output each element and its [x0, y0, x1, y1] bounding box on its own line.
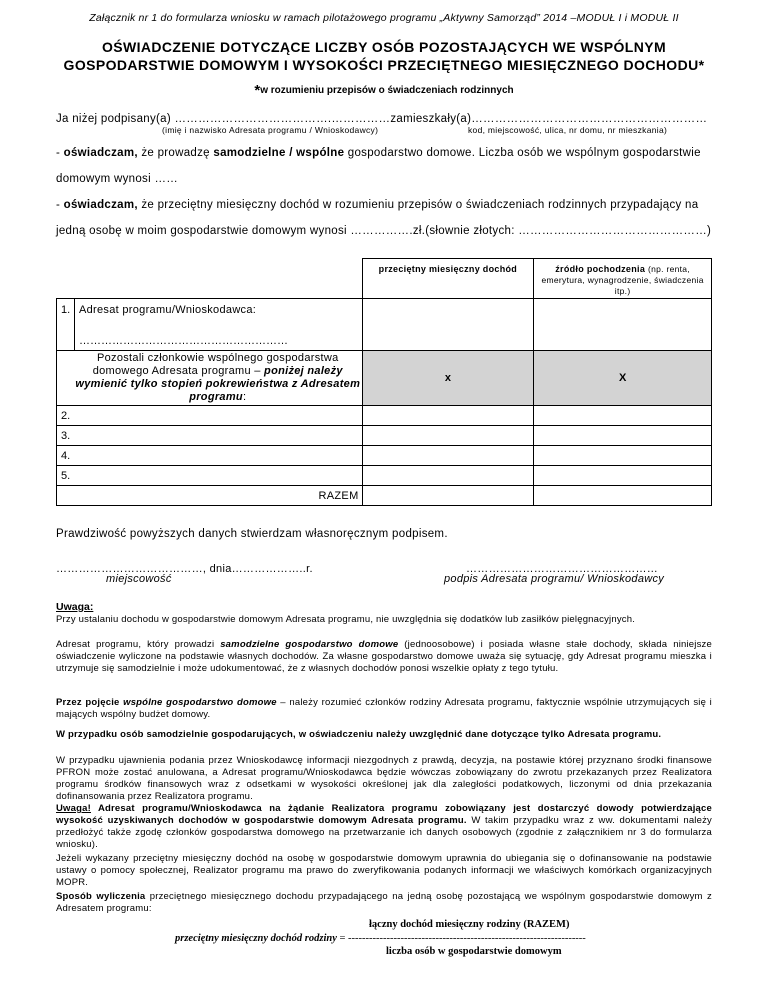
note-p4: W przypadku osób samodzielnie gospodarujących, w oświadczeniu należy uwzględnić dane dotyczące tylko Adresata programu. — [56, 729, 662, 740]
header-source-label: źródło pochodzenia — [555, 264, 646, 274]
note-p2 — [56, 639, 712, 675]
caption-name: (imię i nazwisko Adresata programu / Wnioskodawcy) — [162, 125, 379, 135]
formula-equals: = — [336, 933, 349, 944]
header-income-label: przeciętny miesięczny dochód — [378, 264, 518, 274]
subnote-text: w rozumieniu przepisów o świadczeniach rodzinnych — [260, 85, 514, 96]
member-source-cell[interactable] — [534, 426, 712, 446]
total-row — [57, 486, 712, 506]
header-empty-cell — [57, 259, 363, 299]
uwaga-title: Uwaga: — [56, 601, 94, 613]
note-bold: Sposób wyliczenia — [56, 891, 146, 902]
total-source-cell[interactable] — [534, 486, 712, 506]
note-p3 — [56, 697, 712, 721]
table-row — [57, 406, 712, 426]
note-bold: Adresat programu/Wnioskodawca na żądanie Realizatora programu zobowiązany jest dostarczyć dowody potwierdzające wysokość uzyskiwanych dochodów w gospodarstwie domowym Adresata programu. — [56, 803, 712, 826]
shaded-income-cell — [362, 351, 534, 406]
others-emphasis: wymienić tylko stopień pokrewieństwa z Adresatem — [75, 378, 361, 390]
member-row-number[interactable]: 3. — [57, 426, 363, 446]
note-text: – należy rozumieć członków rodziny Adresata programu, faktycznie wspólnie utrzymujących się i mających wspólny budżet domowy. — [56, 697, 712, 720]
truth-statement: Prawdziwość powyższych danych stwierdzam własnoręcznym podpisem. — [56, 528, 448, 540]
footnote-star: * — [254, 82, 261, 99]
note-text: przeciętnego miesięcznego dochodu przypadającego na jedną osobę pozostającą we wspólnym gospodarstwie domowym z Adresatem programu: — [56, 891, 712, 914]
note-p8 — [56, 891, 712, 915]
statement-text: że prowadzę — [137, 147, 214, 159]
row-number: 1. — [61, 304, 71, 316]
table-row — [57, 466, 712, 486]
member-income-cell[interactable] — [362, 426, 534, 446]
statement-keyword: oświadczam, — [63, 199, 138, 211]
document-title-line1: OŚWIADCZENIE DOTYCZĄCE LICZBY OSÓB POZOSTAJĄCYCH WE WSPÓLNYM — [101, 39, 667, 55]
place-date-line[interactable]: …………………………………, dnia………………..r. — [56, 563, 313, 575]
x-mark: X — [618, 372, 627, 384]
total-label: RAZEM — [57, 486, 363, 506]
others-text: Pozostali członkowie wspólnego gospodarstwa — [96, 352, 339, 364]
household-type: samodzielne / wspólne — [213, 147, 345, 159]
statement-income-line2: jedną osobę w moim gospodarstwie domowym wynosi …………….zł.(słownie złotych: …………………………………………) — [56, 225, 712, 237]
header-note: Załącznik nr 1 do formularza wniosku w ramach pilotażowego programu „Aktywny Samorząd” 2014 –MODUŁ I i MODUŁ II — [89, 12, 679, 24]
applicant-source-cell[interactable] — [534, 299, 712, 351]
others-emphasis: poniżej należy — [264, 365, 343, 377]
member-income-cell[interactable] — [362, 446, 534, 466]
title-subnote — [26, 82, 742, 99]
note-bold: Uwaga! — [56, 803, 91, 814]
declaration-lead: Ja niżej podpisany(a) ………………………………….……………zamieszkały(a)…………………………………………………… — [56, 113, 708, 125]
others-description — [57, 351, 363, 406]
member-source-cell[interactable] — [534, 446, 712, 466]
note-p7: Jeżeli wykazany przeciętny miesięczny dochód na osobę w gospodarstwie domowym uprawnia do ubiegania się o dofinansowanie na podstawie ustawy o pomocy społecznej, Realizator programu ma prawo do zweryfikowania podanych informacji we właściwych komórkach organizacyjnych MOPR. — [56, 853, 712, 888]
x-mark: x — [444, 372, 451, 384]
table-header-row — [57, 259, 712, 299]
formula-bar: -------------------------------------------------------------------- — [348, 933, 586, 944]
dash: - — [56, 199, 64, 211]
table-row — [57, 446, 712, 466]
formula-lhs: przeciętny miesięczny dochód rodziny — [175, 933, 337, 944]
header-income — [362, 259, 534, 299]
place-caption: miejscowość — [106, 573, 172, 585]
member-income-cell[interactable] — [362, 466, 534, 486]
header-source-paren: (np. renta, — [647, 264, 690, 274]
household-table-wrapper — [56, 258, 712, 505]
statement-household — [56, 147, 701, 159]
formula-denominator: liczba osób w gospodarstwie domowym — [386, 946, 562, 957]
signature-caption: podpis Adresata programu/ Wnioskodawcy — [444, 573, 665, 585]
member-source-cell[interactable] — [534, 406, 712, 426]
caption-address: kod, miejscowość, ulica, nr domu, nr mieszkania) — [468, 125, 668, 135]
note-text: (jednoosobowe) i posiada własne stałe dochody, składa niniejsze oświadczenie wyliczone na podstawie własnych dochodów. Za własne gospodarstwo domowe uważa się sytuację, gdy Adresat programu mieszka i utrzymuje się samodzielnie i może udokumentować, że z własnych dochodów ponosi wszelkie opłaty z tego tytułu. — [56, 639, 712, 674]
note-emphasis: wspólne gospodarstwo domowe — [123, 697, 277, 708]
note-bold: Przez pojęcie — [56, 697, 124, 708]
note-p1: Przy ustalaniu dochodu w gospodarstwie domowym Adresata programu, nie uwzględnia się dodatków lub zasiłków pielęgnacyjnych. — [56, 614, 636, 625]
statement-text: gospodarstwo domowe. Liczba osób we wspólnym gospodarstwie — [344, 147, 701, 159]
note-text: Adresat programu, który prowadzi — [56, 639, 221, 650]
others-text: domowego Adresata programu – — [92, 365, 265, 377]
applicant-label: Adresat programu/Wnioskodawca: — [79, 304, 257, 316]
formula-main-line — [175, 933, 586, 944]
statement-household-line2: domowym wynosi …… — [56, 173, 179, 185]
others-emphasis: programu — [189, 391, 243, 403]
statement-keyword: oświadczam, — [63, 147, 138, 159]
member-row-number[interactable]: 4. — [57, 446, 363, 466]
member-source-cell[interactable] — [534, 466, 712, 486]
member-income-cell[interactable] — [362, 406, 534, 426]
shaded-source-cell — [534, 351, 712, 406]
others-header-row — [57, 351, 712, 406]
note-p5: W przypadku ujawnienia podania przez Wnioskodawcę informacji niezgodnych z prawdą, decyzja, na postawie której przyznano środki finansowe PFRON może zostać anulowana, a Adresat programu/Wnioskodawca będzie wówczas zobowiązany do zwrotu przekazanych przez Realizatora programu środków finansowych wraz z odsetkami w wysokości określonej jak dla zaległości podatkowych, liczonymi od dnia przekazania dofinansowania przez Realizatora programu. — [56, 755, 712, 802]
statement-income — [56, 199, 698, 211]
header-source-rest: emerytura, wynagrodzenie, świadczenia itp.) — [541, 275, 704, 296]
statement-text: że przeciętny miesięczny dochód w rozumieniu przepisów o świadczeniach rodzinnych przypadający na — [137, 199, 699, 211]
note-text: W takim przypadku wraz z ww. dokumentami należy przedłożyć także zgodę członków gospodarstwa domowego na przetwarzanie ich danych osobowych (zgodnie z załącznikiem nr 3 do formularza wniosku). — [56, 815, 712, 850]
note-p6 — [56, 803, 712, 851]
applicant-dots[interactable]: ………………………………………………… — [79, 335, 288, 347]
household-income-table — [56, 258, 712, 506]
note-emphasis: samodzielne gospodarstwo domowe — [220, 639, 399, 650]
table-row — [57, 299, 712, 351]
signature-line[interactable]: …………………………………………… — [466, 563, 659, 575]
total-income-cell[interactable] — [362, 486, 534, 506]
applicant-income-cell[interactable] — [362, 299, 534, 351]
header-source — [534, 259, 712, 299]
formula-numerator: łączny dochód miesięczny rodziny (RAZEM) — [369, 919, 570, 930]
document-title-line2: GOSPODARSTWIE DOMOWYM I WYSOKOŚCI PRZECIĘTNEGO MIESIĘCZNEGO DOCHODU* — [63, 57, 705, 73]
others-colon: : — [242, 391, 247, 403]
applicant-cell — [57, 299, 363, 351]
table-row — [57, 426, 712, 446]
dash: - — [56, 147, 64, 159]
member-row-number[interactable]: 2. — [57, 406, 363, 426]
member-row-number[interactable]: 5. — [57, 466, 363, 486]
